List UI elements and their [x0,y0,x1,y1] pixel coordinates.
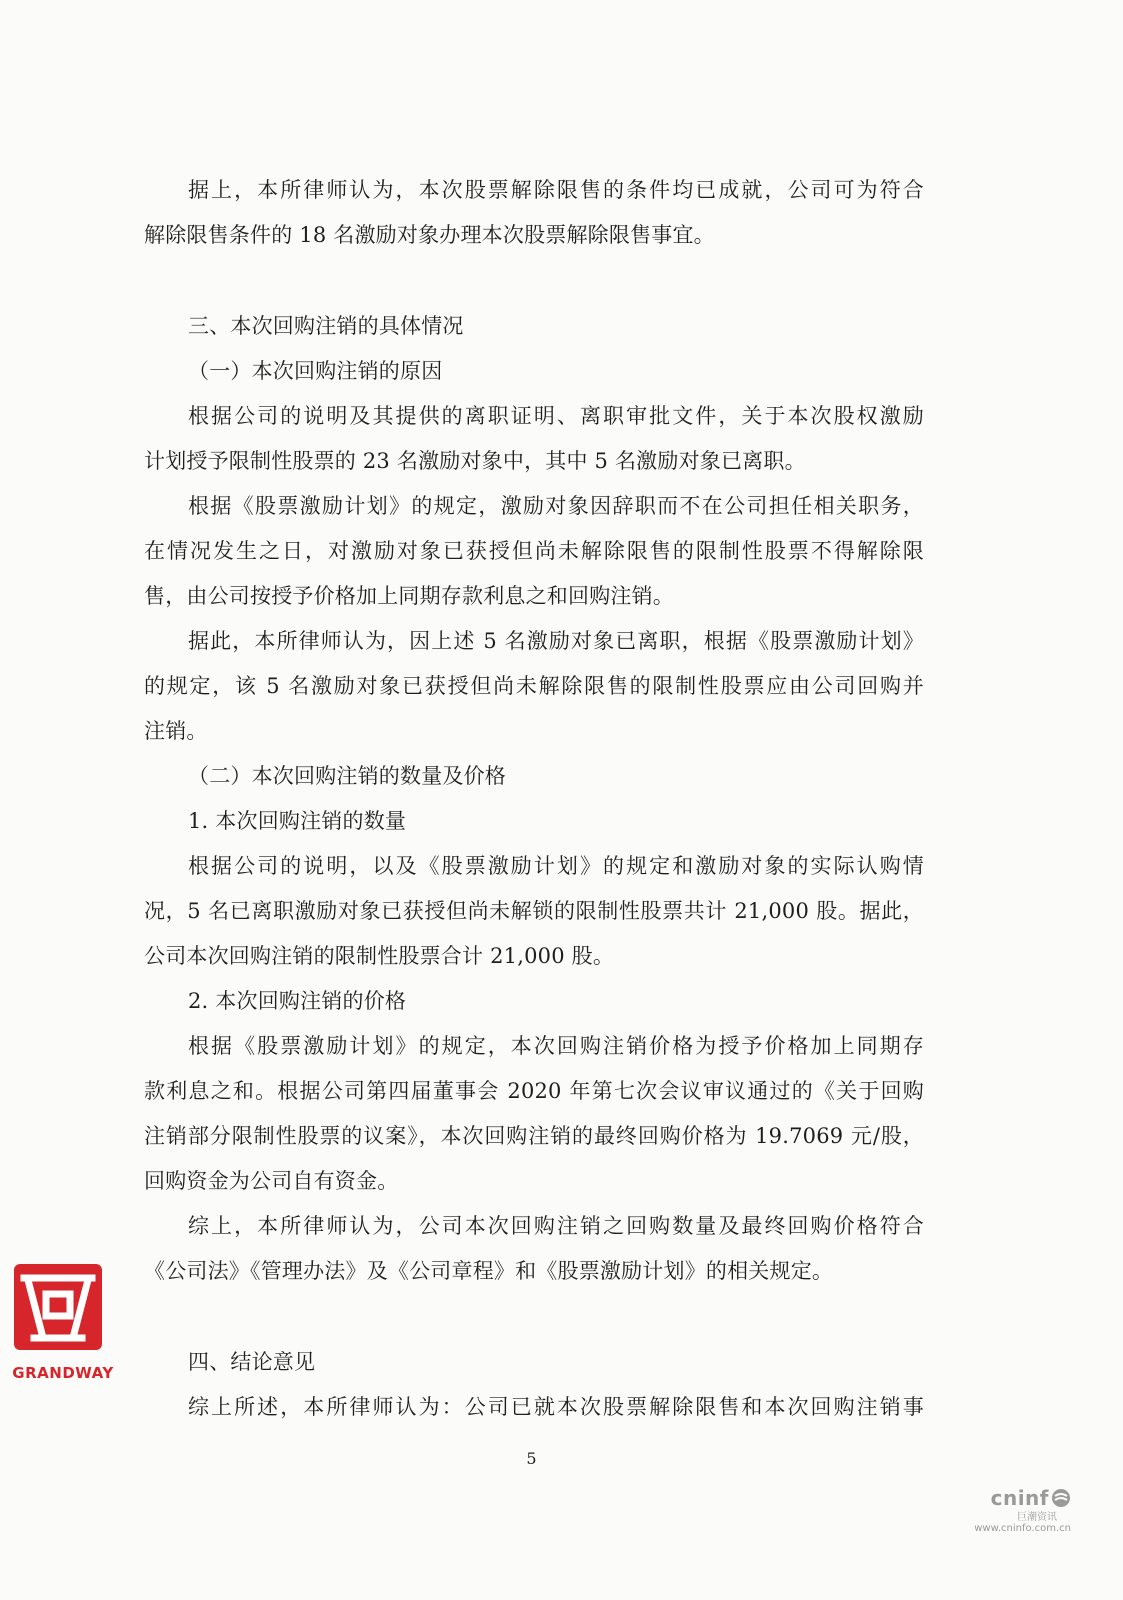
cninfo-watermark [961,1486,1071,1534]
subsection-heading: （一）本次回购注销的原因 [188,359,443,383]
grandway-seal [8,1264,114,1384]
paragraph-line: 注销部分限制性股票的议案》，本次回购注销的最终回购价格为 19.7069 元/股， [144,1124,924,1148]
paragraph-line: 综上所述，本所律师认为：公司已就本次股票解除限售和本次回购注销事 [188,1395,924,1419]
paragraph-line: 《公司法》《管理办法》及《公司章程》和《股票激励计划》的相关规定。 [144,1259,834,1283]
numbered-heading: 1. 本次回购注销的数量 [188,809,407,833]
seal-logo-icon [14,1264,102,1350]
cninfo-logo-icon [1051,1488,1071,1508]
cninfo-logo-text: cninf [990,1486,1049,1510]
paragraph-line: 根据公司的说明，以及《股票激励计划》的规定和激励对象的实际认购情 [188,854,924,878]
section-heading: 四、结论意见 [188,1350,316,1374]
paragraph-line: 注销。 [144,719,208,743]
paragraph-line: 解除限售条件的 18 名激励对象办理本次股票解除限售事宜。 [144,223,715,247]
paragraph-line: 计划授予限制性股票的 23 名激励对象中，其中 5 名激励对象已离职。 [144,449,806,473]
paragraph-line: 况，5 名已离职激励对象已获授但尚未解锁的限制性股票共计 21,000 股。据此， [144,899,924,923]
paragraph-line: 款利息之和。根据公司第四届董事会 2020 年第七次会议审议通过的《关于回购 [144,1079,924,1103]
paragraph-line: 在情况发生之日，对激励对象已获授但尚未解除限售的限制性股票不得解除限 [144,539,924,563]
cninfo-logo [961,1486,1071,1510]
paragraph-line: 根据《股票激励计划》的规定，激励对象因辞职而不在公司担任相关职务， [188,494,924,518]
seal-text: GRANDWAY [12,1364,114,1382]
paragraph-line: 据此，本所律师认为，因上述 5 名激励对象已离职，根据《股票激励计划》 [188,629,924,653]
paragraph-line: 根据公司的说明及其提供的离职证明、离职审批文件，关于本次股权激励 [188,404,924,428]
cninfo-subtitle: 巨潮资讯 [1017,1512,1057,1523]
page-number: 5 [526,1449,537,1468]
section-heading: 三、本次回购注销的具体情况 [188,314,464,338]
paragraph-line: 回购资金为公司自有资金。 [144,1169,399,1193]
cninfo-url: www.cninfo.com.cn [974,1523,1071,1534]
paragraph-line: 公司本次回购注销的限制性股票合计 21,000 股。 [144,944,615,968]
document-body [144,168,924,1430]
subsection-heading: （二）本次回购注销的数量及价格 [188,764,506,788]
paragraph-line: 的规定，该 5 名激励对象已获授但尚未解除限售的限制性股票应由公司回购并 [144,674,924,698]
paragraph-line: 根据《股票激励计划》的规定，本次回购注销价格为授予价格加上同期存 [188,1034,924,1058]
numbered-heading: 2. 本次回购注销的价格 [188,989,407,1013]
paragraph-line: 综上，本所律师认为，公司本次回购注销之回购数量及最终回购价格符合 [188,1214,924,1238]
paragraph-line: 售，由公司按授予价格加上同期存款利息之和回购注销。 [144,584,674,608]
paragraph-line: 据上，本所律师认为，本次股票解除限售的条件均已成就，公司可为符合 [188,178,924,202]
